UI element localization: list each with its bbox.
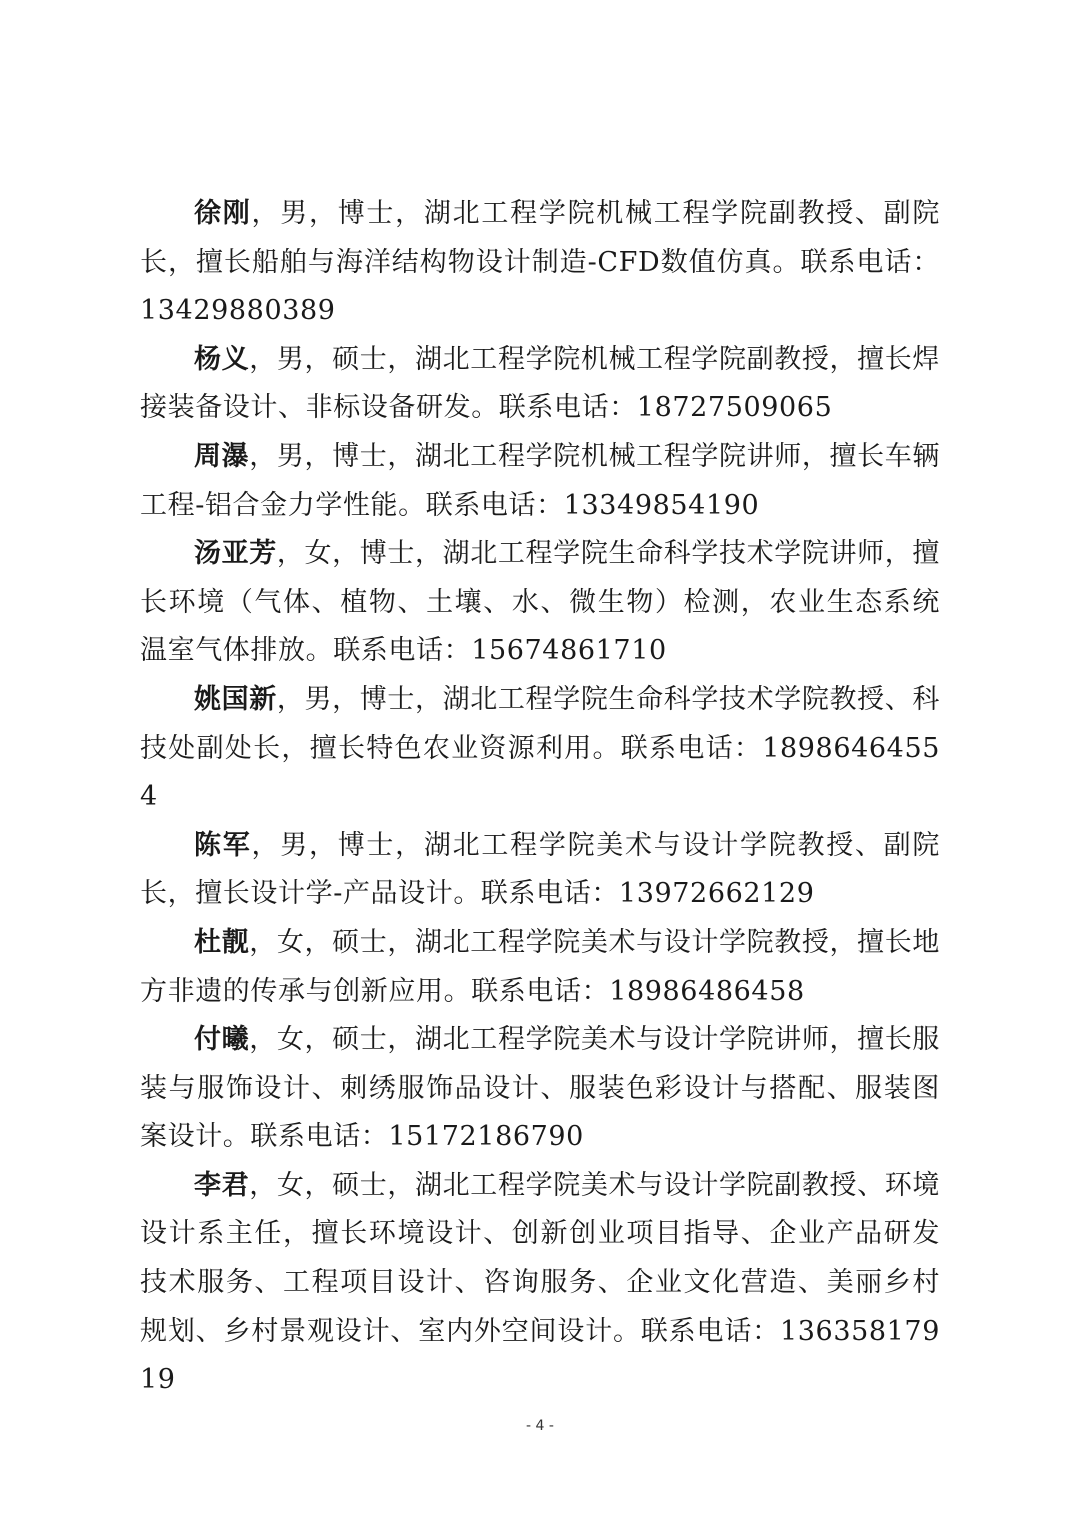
expert-description: ，男，博士，湖北工程学院机械工程学院副教授、副院长，擅长船舶与海洋结构物设计制造-CFD数值仿真。联系电话：13429880389 (140, 198, 941, 327)
expert-entry-tang-yafang (140, 530, 940, 676)
expert-entry-du-liang (140, 919, 940, 1016)
expert-entry-chen-jun (140, 822, 940, 919)
expert-entry-xu-gang (140, 190, 940, 336)
expert-name: 李君 (194, 1169, 250, 1201)
expert-name: 陈军 (194, 829, 252, 861)
expert-description: ，女，博士，湖北工程学院生命科学技术学院讲师，擅长环境（气体、植物、土壤、水、微生物）检测，农业生态系统温室气体排放。联系电话：15674861710 (140, 538, 940, 667)
expert-name: 杨义 (194, 343, 250, 375)
expert-entry-li-jun (140, 1162, 940, 1405)
expert-entry-yao-guoxin (140, 676, 940, 822)
expert-name: 汤亚芳 (194, 538, 277, 570)
expert-name: 周瀑 (194, 440, 250, 472)
expert-name: 付曦 (194, 1024, 250, 1056)
expert-description: ，男，硕士，湖北工程学院机械工程学院副教授，擅长焊接装备设计、非标设备研发。联系电话：18727509065 (140, 343, 940, 424)
page-number: - 4 - (526, 1418, 554, 1434)
expert-description: ，女，硕士，湖北工程学院美术与设计学院教授，擅长地方非遗的传承与创新应用。联系电话：18986486458 (140, 926, 940, 1007)
expert-description: ，男，博士，湖北工程学院美术与设计学院教授、副院长，擅长设计学-产品设计。联系电话：13972662129 (140, 829, 941, 910)
expert-description: ，女，硕士，湖北工程学院美术与设计学院讲师，擅长服装与服饰设计、刺绣服饰品设计、服装色彩设计与搭配、服装图案设计。联系电话：15172186790 (140, 1024, 940, 1153)
expert-entry-zhou-pu (140, 433, 940, 530)
expert-entry-fu-xi (140, 1016, 940, 1162)
expert-name: 姚国新 (194, 683, 277, 715)
expert-list (140, 190, 940, 1405)
expert-description: ，男，博士，湖北工程学院生命科学技术学院教授、科技处副处长，擅长特色农业资源利用。联系电话：18986464554 (140, 683, 940, 813)
expert-description: ，女，硕士，湖北工程学院美术与设计学院副教授、环境设计系主任，擅长环境设计、创新创业项目指导、企业产品研发技术服务、工程项目设计、咨询服务、企业文化营造、美丽乡村规划、乡村景观设计、室内外空间设计。联系电话：13635817919 (140, 1169, 940, 1396)
expert-name: 徐刚 (194, 198, 252, 229)
expert-description: ，男，博士，湖北工程学院机械工程学院讲师，擅长车辆工程-铝合金力学性能。联系电话：13349854190 (140, 440, 940, 521)
expert-name: 杜靓 (194, 926, 250, 958)
expert-entry-yang-yi (140, 336, 940, 433)
